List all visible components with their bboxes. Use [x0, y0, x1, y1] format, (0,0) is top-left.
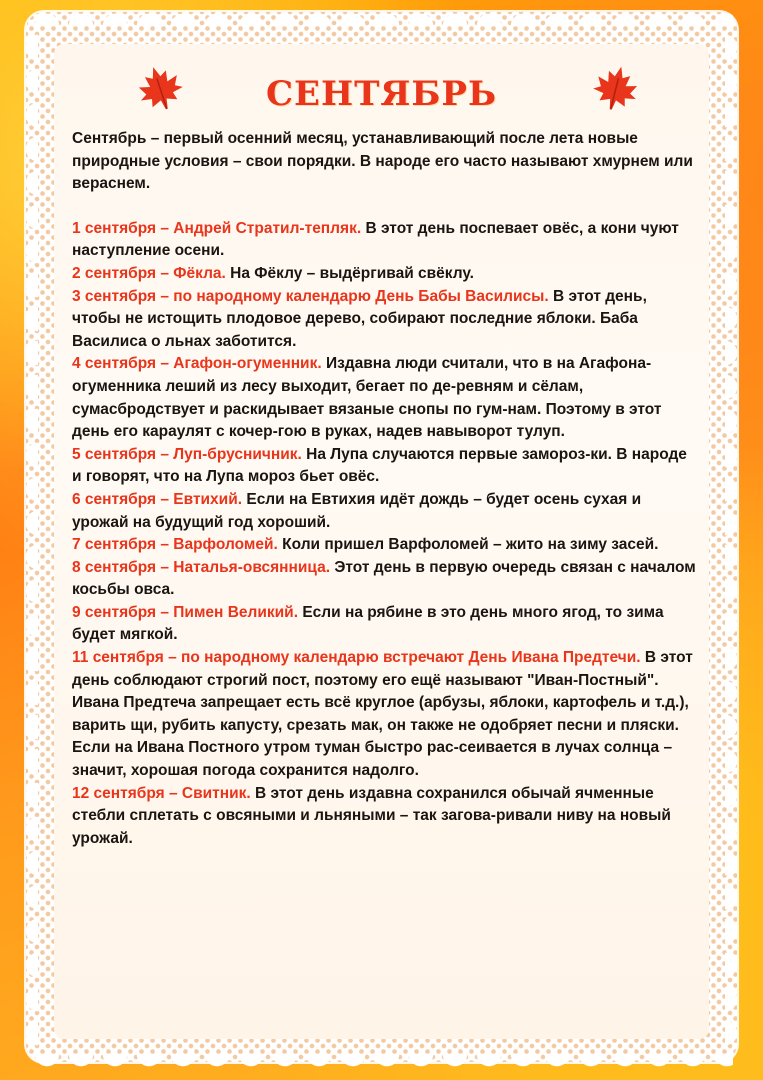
entry-sep-11 [72, 647, 698, 783]
intro-paragraph: Сентябрь – первый осенний месяц, устанавливающий после лета новые природные условия – свои порядки. В народе его часто называют хмурнем или вераснем. [72, 130, 693, 193]
entry-heading: 12 сентября – Свитник. [72, 784, 251, 802]
entry-heading: 6 сентября – Евтихий. [72, 490, 243, 508]
entry-sep-12 [72, 783, 698, 851]
entry-sep-3 [72, 286, 698, 354]
entry-text: Коли пришел Варфоломей – жито на зиму засей. [277, 536, 659, 554]
entry-text: На Фёклу – выдёргивай свёклу. [225, 264, 474, 282]
entry-sep-1 [72, 218, 698, 263]
entry-text: Издавна люди считали, что в на Агафона-огуменника леший из лесу выходит, бегает по де-ревням и сёлам, сумасбродствует и раскидывает вязаные снопы по гум-нам. Поэтому в этот день его караулят с кочер-гою в руках, надев навыворот тулуп. [72, 355, 662, 441]
entry-sep-8 [72, 557, 698, 602]
entry-text: В этот день соблюдают строгий пост, поэтому его ещё называют "Иван-Постный". Ивана Предтеча запрещает есть всё круглое (арбузы, яблоки, картофель и т.д.), варить щи, рубить капусту, срезать мак, он также не одобряет песни и пляски. Если на Ивана Постного утром туман быстро рас-сеивается в лучах солнца – значит, хорошая погода сохранится надолго. [72, 649, 693, 780]
entry-sep-9 [72, 602, 698, 647]
entry-heading: 11 сентября – по народному календарю встречают День Ивана Предтечи. [72, 649, 641, 667]
entry-sep-6 [72, 489, 698, 534]
entry-sep-2 [72, 263, 698, 286]
entry-heading: 2 сентября – Фёкла. [72, 264, 226, 282]
entry-text: На Лупа случаются первые замороз-ки. В народе и говорят, что на Лупа мороз бьет овёс. [72, 445, 687, 486]
entry-sep-7 [72, 534, 698, 557]
entry-text: В этот день, чтобы не истощить плодовое дерево, собирают последние яблоки. Баба Василиса о льнах заботится. [72, 287, 647, 350]
page-title: СЕНТЯБРЬ [265, 74, 498, 114]
entry-heading: 7 сентября – Варфоломей. [72, 536, 278, 554]
entry-text: В этот день издавна сохранился обычай ячменные стебли сплетать с овсяными и льняными – так загова-ривали ниву на новый урожай. [72, 784, 671, 847]
entry-heading: 8 сентября – Наталья-овсянница. [72, 558, 331, 576]
entry-text: Если на Евтихия идёт дождь – будет осень сухая и урожай на будущий год хороший. [72, 490, 642, 531]
entry-sep-4 [72, 353, 698, 443]
entry-heading: 4 сентября – Агафон-огуменник. [72, 355, 322, 373]
entry-heading: 1 сентября – Андрей Стратил-тепляк. [72, 219, 362, 237]
entry-text: Этот день в первую очередь связан с началом косьбы овса. [72, 558, 696, 599]
calendar-content [72, 128, 698, 850]
entry-heading: 5 сентября – Луп-брусничник. [72, 445, 302, 463]
entry-sep-5 [72, 444, 698, 489]
entry-text: Если на рябине в это день много ягод, то зима будет мягкой. [72, 603, 664, 644]
entry-text: В этот день поспевает овёс, а кони чуют наступление осени. [72, 219, 679, 260]
entry-heading: 9 сентября – Пимен Великий. [72, 603, 299, 621]
entry-heading: 3 сентября – по народному календарю День Бабы Василисы. [72, 287, 549, 305]
